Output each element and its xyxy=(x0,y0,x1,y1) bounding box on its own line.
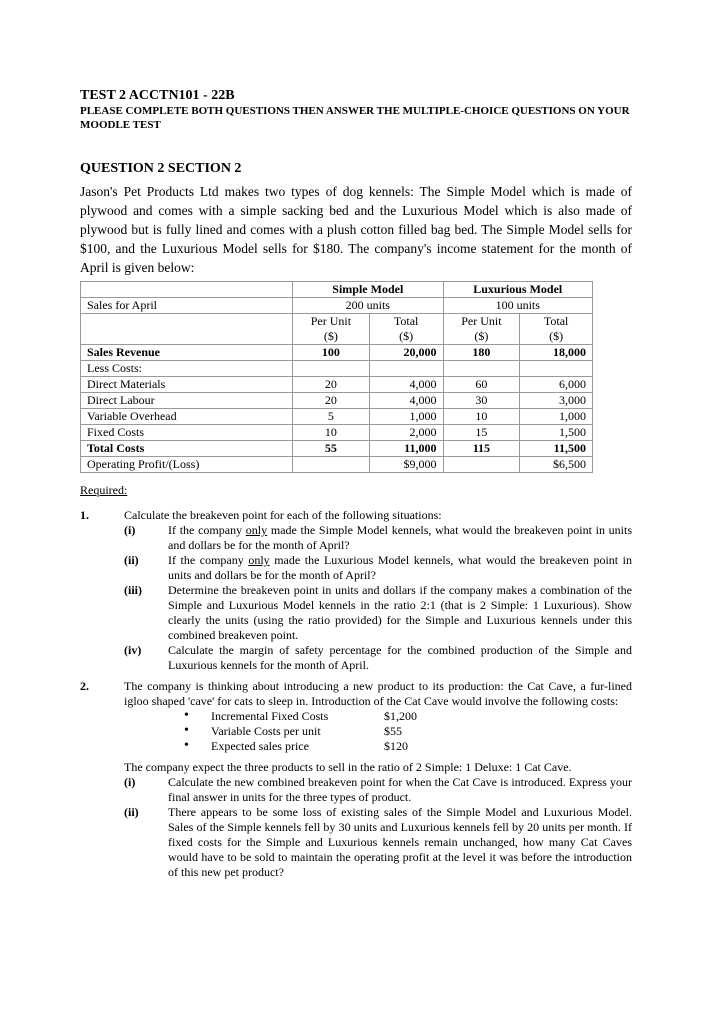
sales-label: Sales for April xyxy=(81,298,293,314)
list-item: • Expected sales price $120 xyxy=(184,738,408,753)
cost-bullet-list xyxy=(184,709,632,754)
question-1-text: Calculate the breakeven point for each of the following situations: xyxy=(124,508,442,522)
question-2-number: 2. xyxy=(80,679,89,693)
luxurious-units: 100 units xyxy=(443,298,592,314)
question-2-part-ii: (ii) There appears to be some loss of existing sales of the Simple Model and Luxurious Model. Sales of the Simple kennels fell by 30 units and Luxurious kennels fell by 20 units per month. If fixed costs for the Simple and Luxurious kennels remain unchanged, how many Cat Caves would have to be sold to maintain the operating profit at the level it was before the introduction of this new pet product? xyxy=(124,805,632,879)
table-row: Variable Overhead 5 1,000 10 1,000 xyxy=(81,409,593,425)
bullet-icon: • xyxy=(184,738,189,753)
question-1 xyxy=(80,508,632,523)
question-intro: Jason's Pet Products Ltd makes two types of dog kennels: The Simple Model which is made of plywood and comes with a simple sacking bed and the Luxurious Model which is also made of plywood but is fully lined and comes with a plush cotton filled bag bed. The Simple Model sells for $100, and the Luxurious Model sells for $180. The company's income statement for the month of April is given below: xyxy=(80,184,632,275)
simple-model-header: Simple Model xyxy=(293,282,443,298)
table-row: Sales Revenue 100 20,000 180 18,000 xyxy=(81,345,593,361)
table-row: Fixed Costs 10 2,000 15 1,500 xyxy=(81,425,593,441)
list-item: • Incremental Fixed Costs $1,200 xyxy=(184,708,417,723)
luxurious-model-header: Luxurious Model xyxy=(443,282,592,298)
ratio-text: The company expect the three products to sell in the ratio of 2 Simple: 1 Deluxe: 1 Cat Cave. xyxy=(124,760,572,774)
test-title: TEST 2 ACCTN101 - 22B xyxy=(80,88,235,103)
question-2-part-i: (i) Calculate the new combined breakeven point for when the Cat Cave is introduced. Express your final answer in units for the three types of product. xyxy=(124,775,632,804)
table-row: Direct Materials 20 4,000 60 6,000 xyxy=(81,377,593,393)
question-2 xyxy=(80,679,632,709)
question-title: QUESTION 2 SECTION 2 xyxy=(80,161,242,176)
simple-units: 200 units xyxy=(293,298,443,314)
question-2-text: The company is thinking about introducing a new product to its production: the Cat Cave, a fur-lined igloo shaped 'cave' for cats to sleep in. Introduction of the Cat Cave would involve the following costs: xyxy=(124,679,632,708)
bullet-icon: • xyxy=(184,723,189,738)
list-item: • Variable Costs per unit $55 xyxy=(184,723,402,738)
table-row: Less Costs: xyxy=(81,361,593,377)
table-row: Direct Labour 20 4,000 30 3,000 xyxy=(81,393,593,409)
question-1-part-ii: (ii) If the company only made the Luxurious Model kennels, what would the breakeven point in units and dollars be for the month of April? xyxy=(124,553,632,582)
document-page xyxy=(80,88,632,880)
income-statement-table xyxy=(80,281,593,473)
table-row: Total Costs 55 11,000 115 11,500 xyxy=(81,441,593,457)
luxurious-total-header: Total ($) xyxy=(520,314,593,345)
table-row: Operating Profit/(Loss) $9,000 $6,500 xyxy=(81,457,593,473)
simple-total-header: Total ($) xyxy=(369,314,443,345)
luxurious-per-unit-header: Per Unit ($) xyxy=(443,314,520,345)
question-1-part-i: (i) If the company only made the Simple Model kennels, what would the breakeven point in units and dollars be for the month of April? xyxy=(124,523,633,552)
question-1-part-iii: (iii) Determine the breakeven point in units and dollars if the company makes a combination of the Simple and Luxurious Model kennels in the ratio 2:1 (that is 2 Simple: 1 Luxurious). Show clearly the units (using the ratio provided) for the Simple and Luxurious kennels under this combined breakeven point. xyxy=(124,583,632,642)
question-1-part-iv: (iv) Calculate the margin of safety percentage for the combined production of the Simple and Luxurious kennels for the month of April. xyxy=(124,643,632,672)
table-units-row xyxy=(81,298,593,314)
question-1-number: 1. xyxy=(80,508,89,522)
table-subheader-row xyxy=(81,314,593,345)
bullet-icon: • xyxy=(184,708,189,723)
table-header-row xyxy=(81,282,593,298)
simple-per-unit-header: Per Unit ($) xyxy=(293,314,370,345)
required-heading: Required: xyxy=(80,483,128,497)
test-instruction: PLEASE COMPLETE BOTH QUESTIONS THEN ANSWER THE MULTIPLE-CHOICE QUESTIONS ON YOUR MOODLE TEST xyxy=(80,105,630,131)
